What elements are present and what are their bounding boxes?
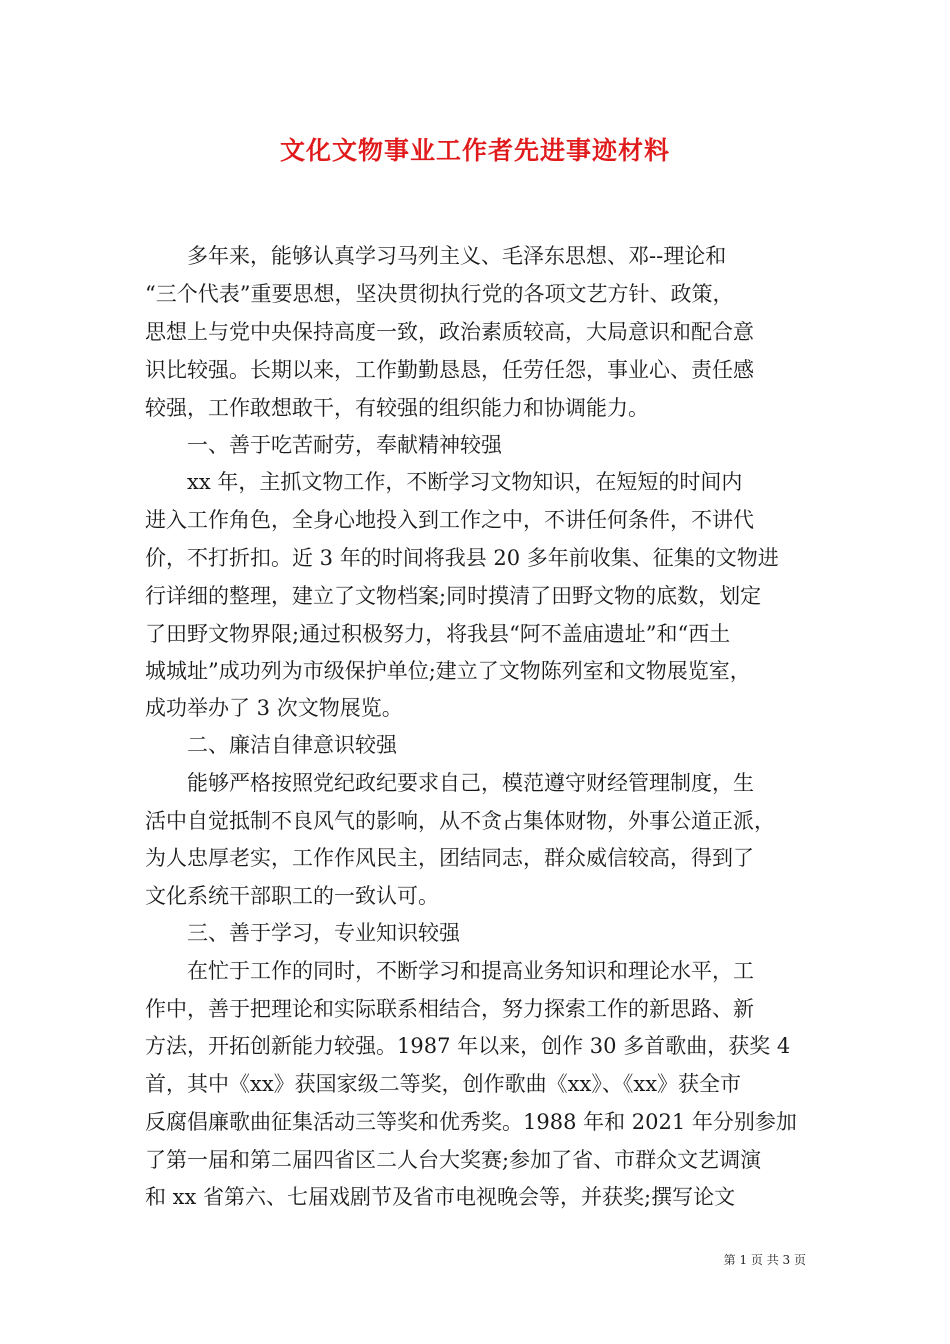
body-line: xx 年，主抓文物工作，不断学习文物知识，在短短的时间内: [145, 470, 743, 494]
body-line: 能够严格按照党纪政纪要求自己，模范遵守财经管理制度，生: [145, 771, 754, 795]
body-line: 活中自觉抵制不良风气的影响，从不贪占集体财物，外事公道正派，: [145, 809, 775, 833]
body-line: 在忙于工作的同时，不断学习和提高业务知识和理论水平，工: [145, 959, 754, 983]
body-line: “三个代表”重要思想，坚决贯彻执行党的各项文艺方针、政策，: [145, 282, 734, 306]
body-line: 首，其中《xx》获国家级二等奖，创作歌曲《xx》、《xx》获全市: [145, 1072, 742, 1096]
body-line: 识比较强。长期以来，工作勤勤恳恳，任劳任怨，事业心、责任感: [145, 358, 754, 382]
body-line: 为人忠厚老实，工作作风民主，团结同志，群众威信较高，得到了: [145, 846, 754, 870]
body-line: 行详细的整理，建立了文物档案;同时摸清了田野文物的底数，划定: [145, 584, 762, 608]
body-line: 成功举办了 3 次文物展览。: [145, 696, 403, 720]
body-line: 思想上与党中央保持高度一致，政治素质较高，大局意识和配合意: [145, 320, 754, 344]
body-line: 三、善于学习，专业知识较强: [145, 921, 460, 945]
body-line: 作中，善于把理论和实际联系相结合，努力探索工作的新思路、新: [145, 997, 754, 1021]
body-line: 进入工作角色，全身心地投入到工作之中，不讲任何条件，不讲代: [145, 508, 754, 532]
body-line: 价，不打折扣。近 3 年的时间将我县 20 多年前收集、征集的文物进: [145, 546, 779, 570]
page-number: 第 1 页 共 3 页: [723, 1253, 806, 1267]
body-line: 一、善于吃苦耐劳，奉献精神较强: [145, 433, 502, 457]
body-line: 了田野文物界限;通过积极努力，将我县“阿不盖庙遗址”和“西土: [145, 622, 731, 646]
page-title: 文化文物事业工作者先进事迹材料: [279, 136, 670, 165]
body-line: 文化系统干部职工的一致认可。: [145, 884, 439, 908]
body-line: 二、廉洁自律意识较强: [145, 733, 397, 757]
body-line: 方法，开拓创新能力较强。1987 年以来，创作 30 多首歌曲，获奖 4: [145, 1034, 791, 1058]
body-line: 多年来，能够认真学习马列主义、毛泽东思想、邓--理论和: [145, 244, 727, 268]
body-line: 城城址”成功列为市级保护单位;建立了文物陈列室和文物展览室，: [145, 659, 751, 683]
body-line: 和 xx 省第六、七届戏剧节及省市电视晚会等，并获奖;撰写论文: [145, 1185, 736, 1209]
body-line: 了第一届和第二届四省区二人台大奖赛;参加了省、市群众文艺调演: [145, 1148, 762, 1172]
body-line: 反腐倡廉歌曲征集活动三等奖和优秀奖。1988 年和 2021 年分别参加: [145, 1110, 797, 1134]
body-line: 较强，工作敢想敢干，有较强的组织能力和协调能力。: [145, 396, 649, 420]
